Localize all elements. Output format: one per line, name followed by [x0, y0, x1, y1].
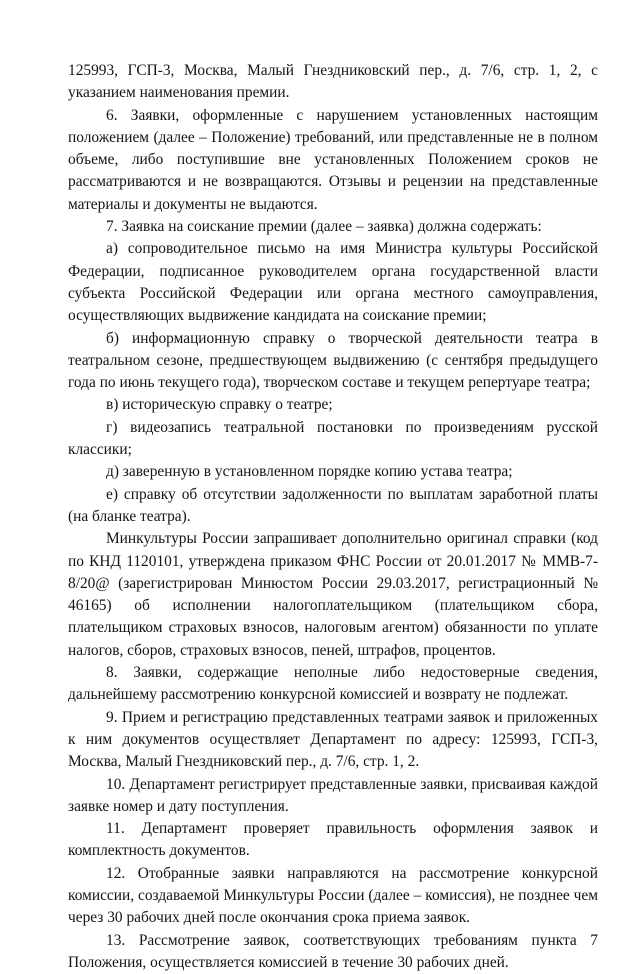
paragraph-7v: в) историческую справку о театре;: [106, 396, 333, 414]
paragraph-12: 12. Отобранные заявки направляются на рассмотрение конкурсной комиссии, создаваемой Минкультуры России (далее – комиссия), не позднее чем через 30 рабочих дней после окончания срока приема заявок.: [68, 864, 598, 927]
paragraph-9: 9. Прием и регистрацию представленных театрами заявок и приложенных к ним документов осуществляет Департамент по адресу: 125993, ГСП-3, Москва, Малый Гнездниковский пер., д. 7/6, стр. 1, 2.: [68, 708, 598, 771]
paragraph-7g: г) видеозапись театральной постановки по произведениям русской классики;: [68, 418, 598, 459]
paragraph-11: 11. Департамент проверяет правильность оформления заявок и комплектность документов.: [68, 820, 598, 860]
paragraph-6: 6. Заявки, оформленные с нарушением установленных настоящим положением (далее – Положение) требований, или представленные не в полном объеме, либо поступившие вне установленных Положением сроков не рассматриваются и не возвращаются. Отзывы и рецензии на представленные материалы и документы не выдаются.: [68, 106, 598, 213]
paragraph-7: 7. Заявка на соискание премии (далее – заявка) должна содержать:: [106, 218, 542, 236]
paragraph-ministry-request: Минкультуры России запрашивает дополнительно оригинал справки (код по КНД 1120101, утверждена приказом ФНС России от 20.01.2017 № ММВ-7-8/20@ (зарегистрирован Минюстом России 29.03.2017, регистрационный № 46165) об исполнении налогоплательщиком (плательщиком сбора, плательщиком страховых взносов, налоговым агентом) обязанности по уплате налогов, сборов, страховых взносов, пеней, штрафов, процентов.: [68, 530, 598, 659]
paragraph-7d: д) заверенную в установленном порядке копию устава театра;: [106, 463, 513, 481]
paragraph-10: 10. Департамент регистрирует представленные заявки, присваивая каждой заявке номер и дату поступления.: [68, 775, 598, 815]
paragraph-7a: а) сопроводительное письмо на имя Министра культуры Российской Федерации, подписанное руководителем органа государственной власти субъекта Российской Федерации или органа местного самоуправления, осуществляющих выдвижение кандидата на соискание премии;: [68, 240, 598, 325]
paragraph-address-continuation: 125993, ГСП-3, Москва, Малый Гнездниковский пер., д. 7/6, стр. 1, 2, с указанием наименования премии.: [68, 62, 598, 102]
paragraph-7e: е) справку об отсутствии задолженности по выплатам заработной платы (на бланке театра).: [68, 485, 598, 525]
paragraph-7b: б) информационную справку о творческой деятельности театра в театральном сезоне, предшествующем выдвижению (с сентября предыдущего года по июнь текущего года), творческом составе и текущем репертуаре театра;: [68, 329, 598, 392]
paragraph-13: 13. Рассмотрение заявок, соответствующих требованиям пункта 7 Положения, осуществляется комиссией в течение 30 рабочих дней.: [68, 931, 598, 971]
paragraph-8: 8. Заявки, содержащие неполные либо недостоверные сведения, дальнейшему рассмотрению конкурсной комиссией и возврату не подлежат.: [68, 664, 598, 704]
